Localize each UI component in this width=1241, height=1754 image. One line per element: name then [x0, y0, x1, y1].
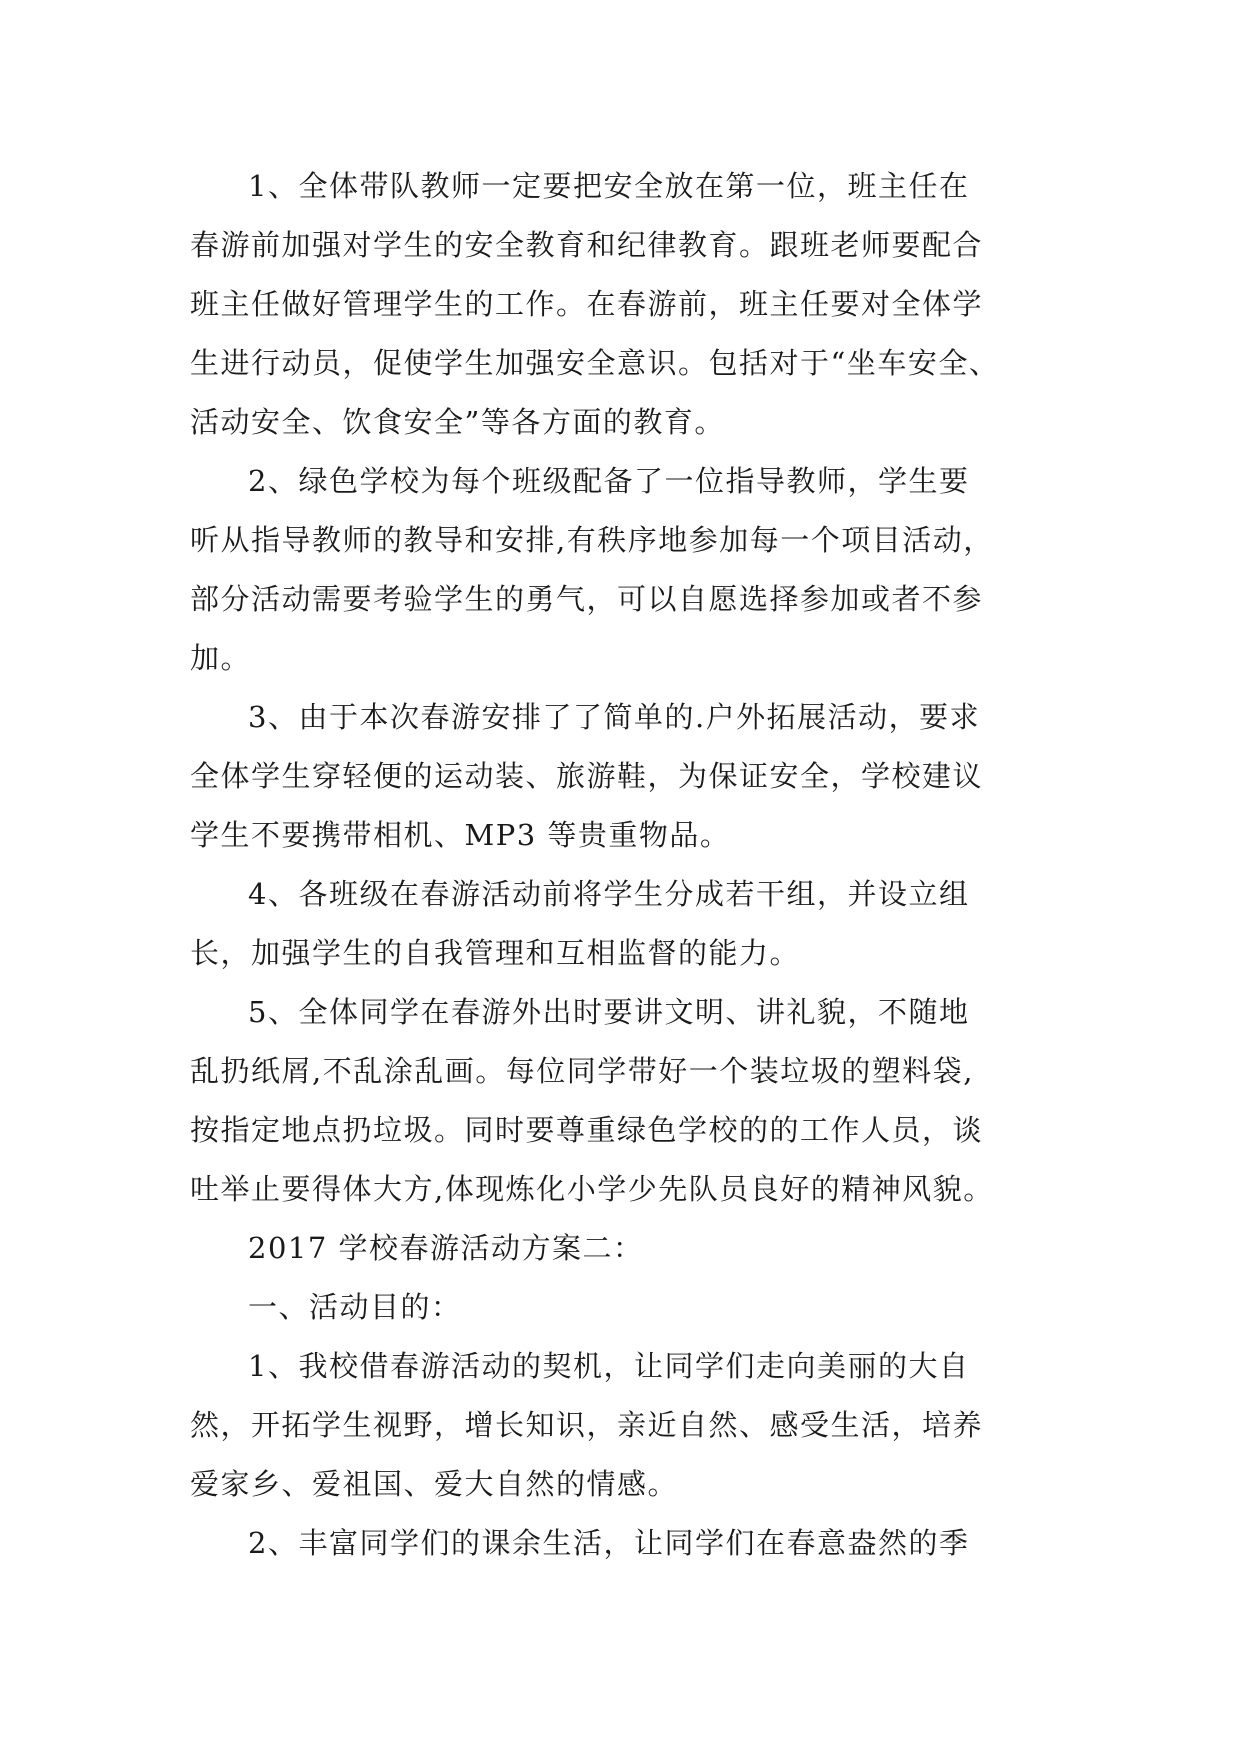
paragraph	[190, 983, 1050, 1219]
paragraph	[190, 1337, 1050, 1514]
text-line: 长，加强学生的自我管理和互相监督的能力。	[190, 936, 801, 970]
text-line: 按指定地点扔垃圾。同时要尊重绿色学校的的工作人员，谈	[190, 1113, 984, 1147]
text-line: 生进行动员，促使学生加强安全意识。包括对于“坐车安全、	[190, 346, 1000, 380]
text-line: 学生不要携带相机、MP3 等贵重物品。	[190, 818, 731, 852]
text-line: 2、绿色学校为每个班级配备了一位指导教师，学生要	[248, 464, 970, 498]
text-line: 部分活动需要考验学生的勇气，可以自愿选择参加或者不参	[190, 582, 984, 616]
text-line: 3、由于本次春游安排了了简单的.户外拓展活动，要求	[248, 700, 981, 734]
paragraph	[190, 157, 1050, 452]
text-line: 2、丰富同学们的课余生活，让同学们在春意盎然的季	[248, 1526, 970, 1560]
text-line: 一、活动目的：	[248, 1290, 462, 1324]
text-line: 吐举止要得体大方,体现炼化小学少先队员良好的精神风貌。	[190, 1172, 994, 1206]
paragraph	[190, 865, 1050, 983]
text-line: 加。	[190, 641, 252, 675]
paragraph	[190, 1219, 1050, 1278]
paragraph	[190, 688, 1050, 865]
text-line: 2017 学校春游活动方案二：	[248, 1231, 644, 1265]
text-line: 全体学生穿轻便的运动装、旅游鞋，为保证安全，学校建议	[190, 759, 984, 793]
text-line: 爱家乡、爱祖国、爱大自然的情感。	[190, 1467, 679, 1501]
text-line: 乱扔纸屑,不乱涂乱画。每位同学带好一个装垃圾的塑料袋,	[190, 1054, 974, 1088]
text-line: 活动安全、饮食安全”等各方面的教育。	[190, 405, 725, 439]
text-line: 春游前加强对学生的安全教育和纪律教育。跟班老师要配合	[190, 228, 984, 262]
document-body	[190, 157, 1050, 1573]
text-line: 班主任做好管理学生的工作。在春游前，班主任要对全体学	[190, 287, 984, 321]
text-line: 1、全体带队教师一定要把安全放在第一位，班主任在	[248, 169, 970, 203]
text-line: 5、全体同学在春游外出时要讲文明、讲礼貌，不随地	[248, 995, 970, 1029]
text-line: 然，开拓学生视野，增长知识，亲近自然、感受生活，培养	[190, 1408, 984, 1442]
text-line: 4、各班级在春游活动前将学生分成若干组，并设立组	[248, 877, 970, 911]
text-line: 听从指导教师的教导和安排,有秩序地参加每一个项目活动，	[190, 523, 994, 557]
paragraph	[190, 452, 1050, 688]
paragraph	[190, 1514, 1050, 1573]
text-line: 1、我校借春游活动的契机，让同学们走向美丽的大自	[248, 1349, 970, 1383]
paragraph	[190, 1278, 1050, 1337]
